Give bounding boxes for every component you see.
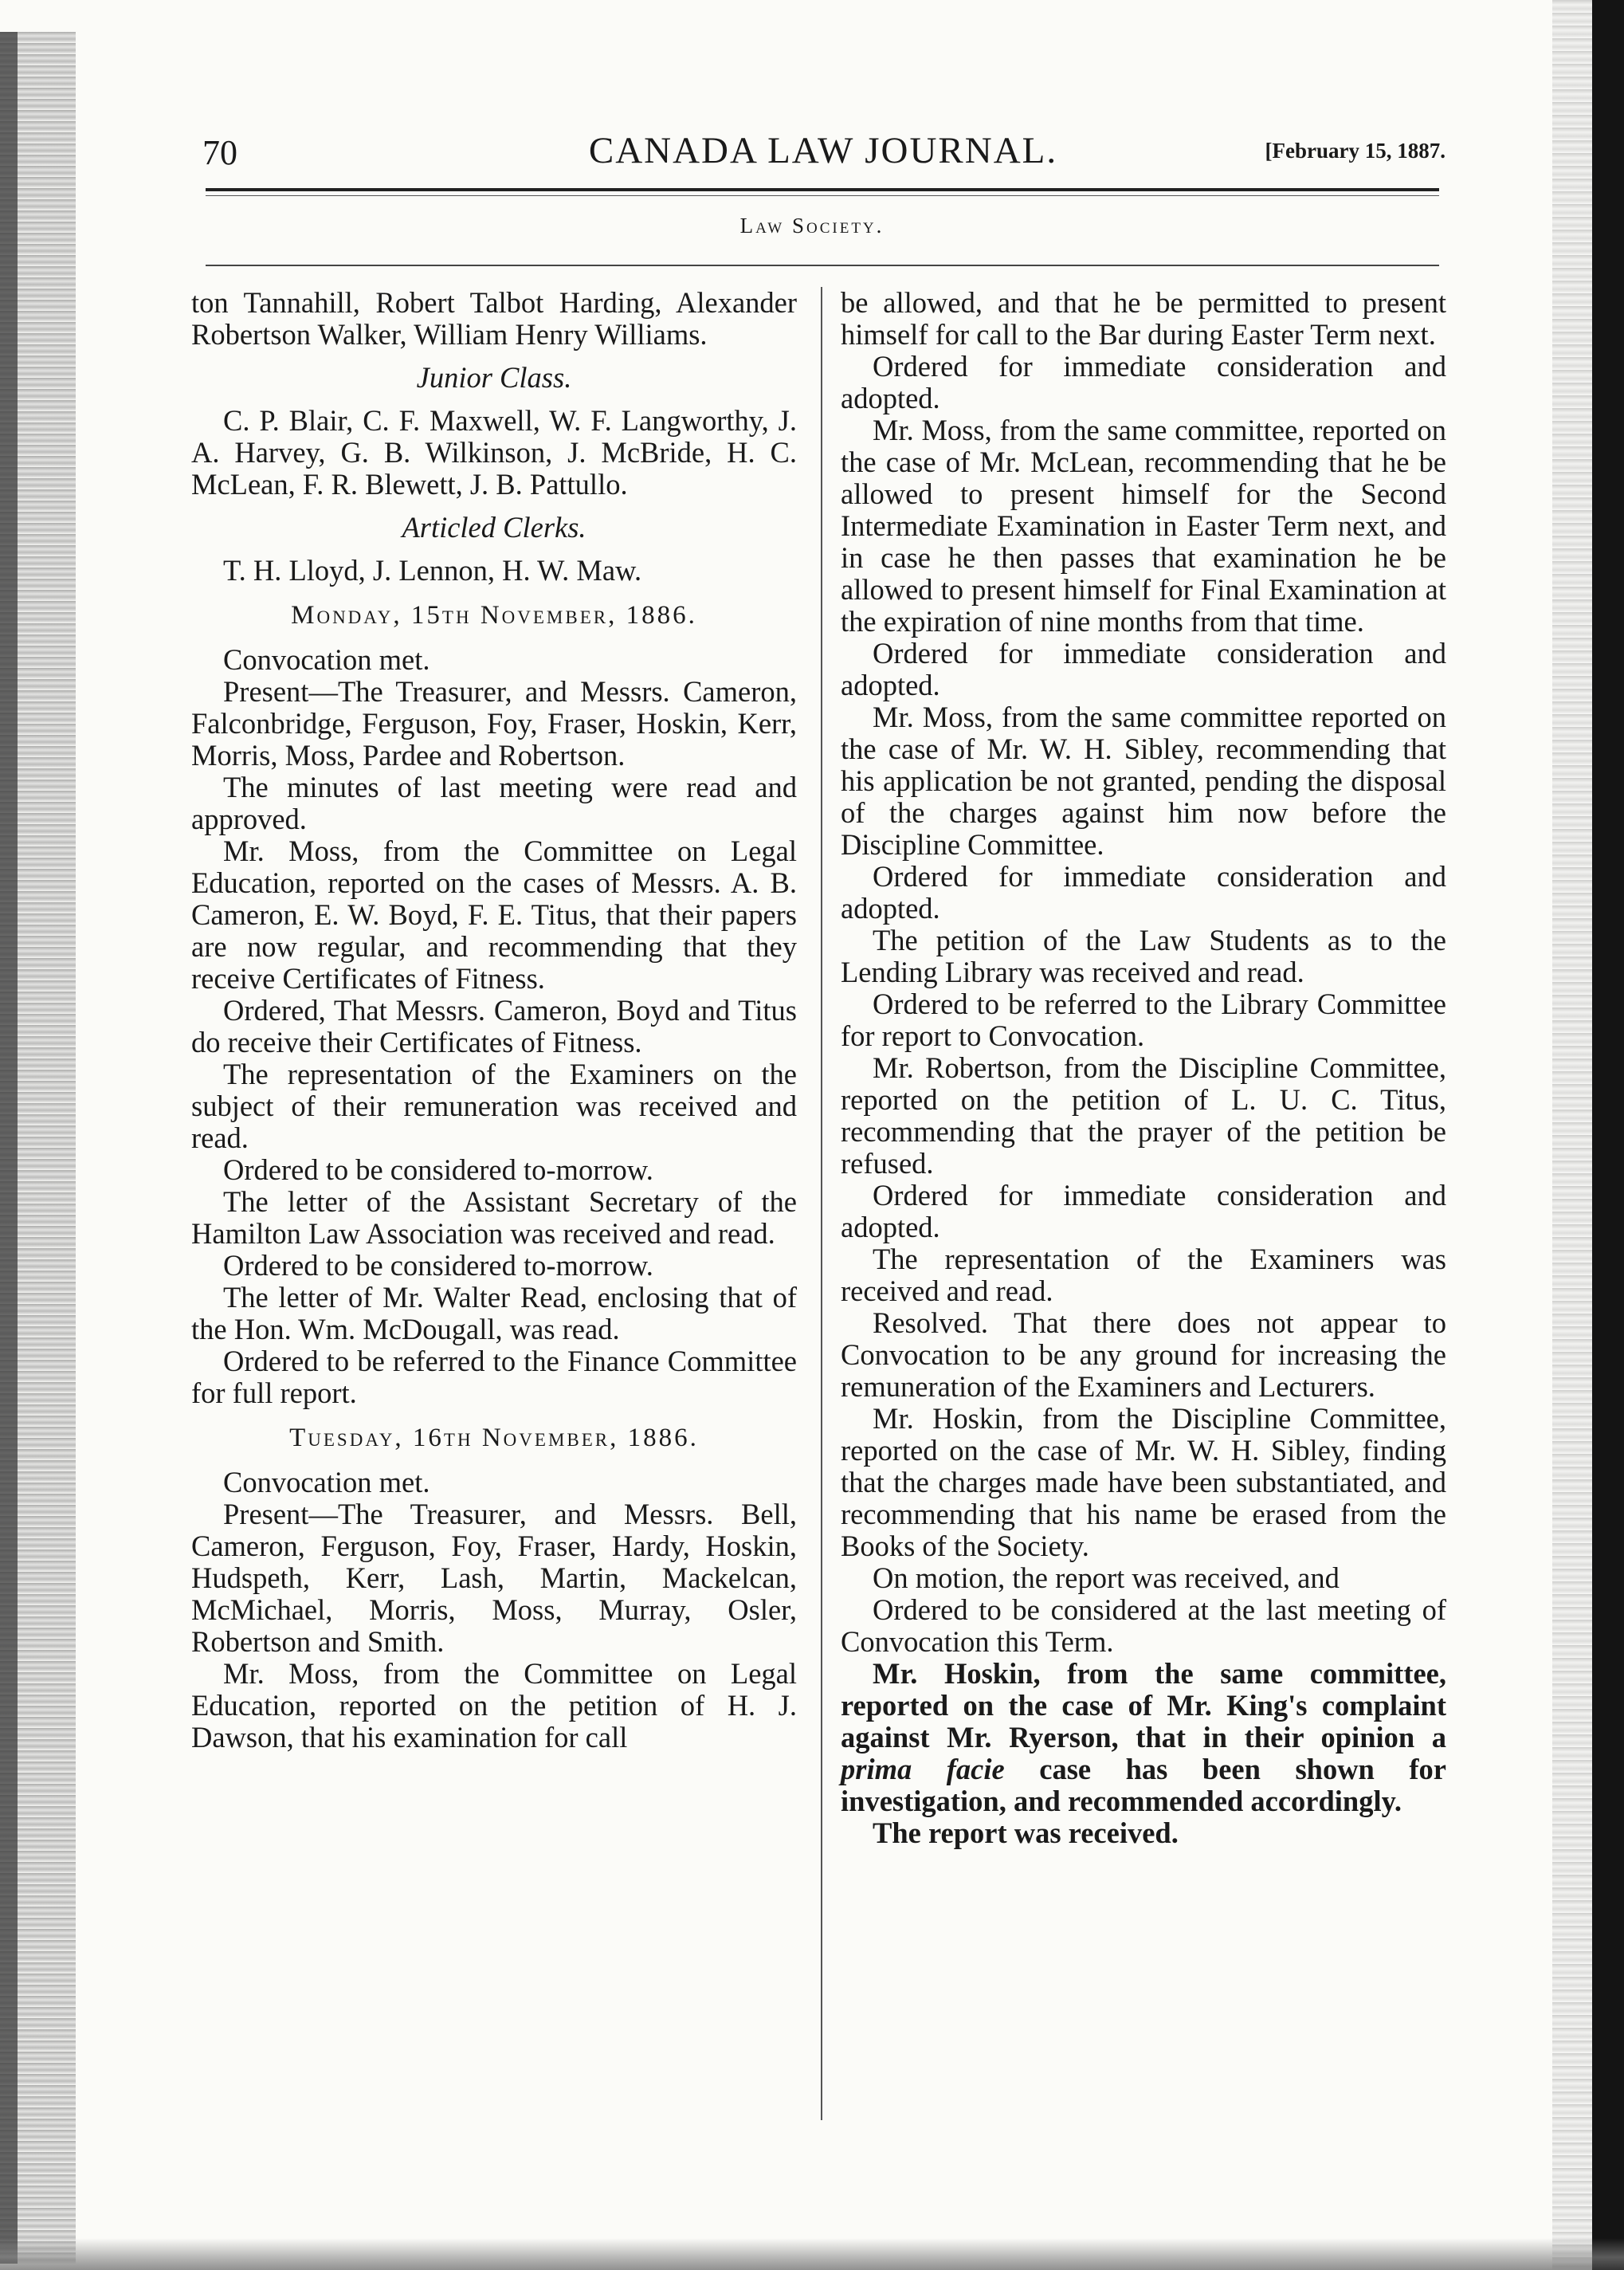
column-divider [821,287,822,2120]
italic-term: prima facie [841,1753,1005,1785]
paragraph: ton Tannahill, Robert Talbot Harding, Alexander Robertson Walker, William Henry Williams. [191,286,797,351]
text-run: Mr. Hoskin, from the same committee, reported on the case of Mr. King's complaint against Mr. Ryerson, that in their opinion a [841,1657,1446,1754]
paragraph: Ordered to be referred to the Library Committee for report to Convocation. [841,988,1446,1052]
paragraph: Convocation met. [223,1466,430,1498]
header-rule [206,188,1439,191]
paragraph: Mr. Moss, from the same committee reported on the case of Mr. W. H. Sibley, recommending that his application be not granted, pending the disposal of the charges against him now before the Discipline Committee. [841,701,1446,861]
issue-date: [February 15, 1887. [1265,139,1446,163]
paragraph: T. H. Lloyd, J. Lennon, H. W. Maw. [223,554,642,587]
paragraph: The representation of the Examiners on the subject of their remuneration was received and read. [191,1058,797,1154]
section-title: Law Society. [739,214,885,238]
text-run: case has been shown for investigation, and recommended accordingly. [841,1753,1446,1817]
date-heading: Tuesday, 16th November, 1886. [289,1424,699,1452]
paragraph: The petition of the Law Students as to the Lending Library was received and read. [841,924,1446,988]
paragraph: Ordered to be referred to the Finance Committee for full report. [191,1345,797,1409]
scan-edge-right [1592,0,1624,2270]
scan-edge-bottom [0,2238,1624,2270]
paragraph: Mr. Moss, from the Committee on Legal Education, reported on the petition of H. J. Dawson, that his examination for call [191,1657,797,1754]
paragraph [841,1658,1446,1817]
paragraph: Ordered for immediate consideration and adopted. [841,350,1446,414]
header-rule-thin [206,195,1439,196]
paragraph: The representation of the Examiners was received and read. [841,1243,1446,1307]
paragraph: On motion, the report was received, and [873,1561,1340,1594]
section-rule [206,265,1439,266]
paragraph: Ordered for immediate consideration and adopted. [841,1179,1446,1243]
paragraph: Ordered to be considered to-morrow. [223,1249,653,1282]
paragraph: The letter of Mr. Walter Read, enclosing that of the Hon. Wm. McDougall, was read. [191,1281,797,1345]
paragraph: Mr. Robertson, from the Discipline Committee, reported on the petition of L. U. C. Titus, recommending that the prayer of the petition be refused. [841,1051,1446,1180]
paragraph: The minutes of last meeting were read and approved. [191,771,797,835]
scan-edge-left-binding [0,32,18,2264]
paragraph: Ordered, That Messrs. Cameron, Boyd and Titus do receive their Certificates of Fitness. [191,994,797,1058]
paragraph: C. P. Blair, C. F. Maxwell, W. F. Langworthy, J. A. Harvey, G. B. Wilkinson, J. McBride, H. C. McLean, F. R. Blewett, J. B. Pattullo. [191,404,797,501]
running-header [198,126,1449,182]
paragraph: Ordered for immediate consideration and adopted. [841,860,1446,925]
paragraph: The letter of the Assistant Secretary of the Hamilton Law Association was received and read. [191,1185,797,1250]
paragraph: Ordered for immediate consideration and adopted. [841,637,1446,701]
paragraph: Ordered to be considered at the last meeting of Convocation this Term. [841,1593,1446,1658]
left-column [191,287,797,1754]
paragraph: be allowed, and that he be permitted to present himself for call to the Bar during Easter Term next. [841,286,1446,351]
paragraph: Ordered to be considered to-morrow. [223,1153,653,1186]
journal-title: CANADA LAW JOURNAL. [588,130,1058,171]
page-number: 70 [202,133,237,172]
paragraph: Convocation met. [223,643,430,676]
paragraph: Mr. Hoskin, from the Discipline Committee, reported on the case of Mr. W. H. Sibley, finding that the charges made have been substantiated, and recommending that his name be erased from the Books of the Society. [841,1402,1446,1562]
subheading-articled-clerks: Articled Clerks. [402,511,586,544]
date-heading: Monday, 15th November, 1886. [291,601,697,630]
scan-edge-right-noise [1552,0,1592,2270]
paragraph: Present—The Treasurer, and Messrs. Cameron, Falconbridge, Ferguson, Foy, Fraser, Hoskin, Kerr, Morris, Moss, Pardee and Robertson. [191,675,797,772]
paragraph: Present—The Treasurer, and Messrs. Bell, Cameron, Ferguson, Foy, Fraser, Hardy, Hoskin, Hudspeth, Kerr, Lash, Martin, Mackelcan, McMichael, Morris, Moss, Murray, Osler, Robertson and Smith. [191,1498,797,1658]
subheading-junior-class: Junior Class. [416,361,572,394]
paragraph: Mr. Moss, from the Committee on Legal Education, reported on the cases of Messrs. A. B. Cameron, E. W. Boyd, F. E. Titus, that their papers are now regular, and recommending that they receive Certificates of Fitness. [191,835,797,995]
paragraph: Resolved. That there does not appear to Convocation to be any ground for increasing the remuneration of the Examiners and Lecturers. [841,1306,1446,1403]
paragraph: Mr. Moss, from the same committee, reported on the case of Mr. McLean, recommending that he be allowed to present himself for the Second Intermediate Examination in Easter Term next, and in case he then passes that examination he be allowed to present himself for Final Examination at the expiration of nine months from that time. [841,414,1446,638]
right-column [841,287,1446,1849]
paragraph: The report was received. [873,1816,1179,1849]
